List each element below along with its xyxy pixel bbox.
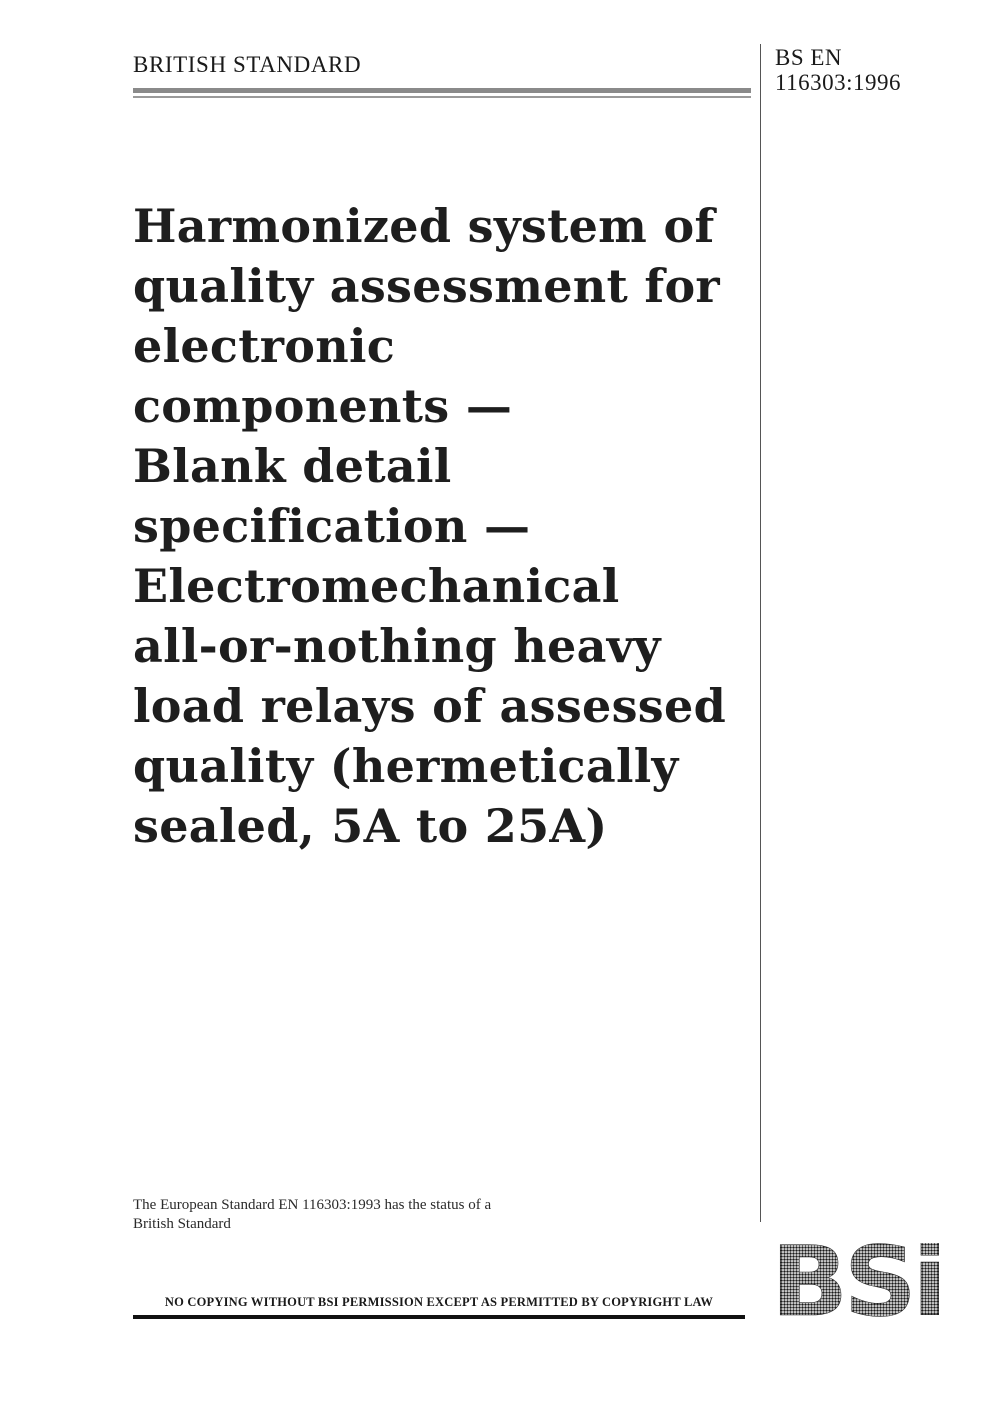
header-rule-thin (133, 96, 751, 98)
title-line: specification — (133, 499, 531, 553)
bottom-rule (133, 1315, 745, 1319)
bsi-logo-lettering: BSi (771, 1243, 943, 1321)
standard-number-line2: 116303:1996 (775, 70, 902, 95)
document-title (133, 196, 753, 856)
title-line: all-or-nothing heavy (133, 619, 661, 673)
title-line: electronic (133, 319, 396, 373)
header-rule (133, 88, 751, 100)
header-label: BRITISH STANDARD (133, 52, 362, 77)
standard-number-line1: BS EN (775, 45, 843, 70)
vertical-divider (760, 44, 761, 1222)
title-line: load relays of assessed (133, 679, 727, 733)
title-line: Harmonized system of (133, 199, 715, 253)
title-line: quality assessment for (133, 259, 720, 313)
standard-number (775, 45, 901, 95)
copyright-notice: NO COPYING WITHOUT BSI PERMISSION EXCEPT AS PERMITTED BY COPYRIGHT LAW (164, 1295, 714, 1309)
status-note-line1: The European Standard EN 116303:1993 has the status of a (133, 1197, 492, 1213)
title-line: sealed, 5A to 25A) (133, 799, 608, 853)
header-rule-thick (133, 88, 751, 93)
title-line: components — (133, 379, 513, 433)
title-line: Electromechanical (133, 559, 620, 613)
status-note-line2: British Standard (133, 1216, 231, 1232)
title-line: quality (hermetically (133, 739, 679, 793)
status-note (133, 1196, 491, 1234)
title-line: Blank detail (133, 439, 452, 493)
bsi-logo (768, 1243, 946, 1321)
